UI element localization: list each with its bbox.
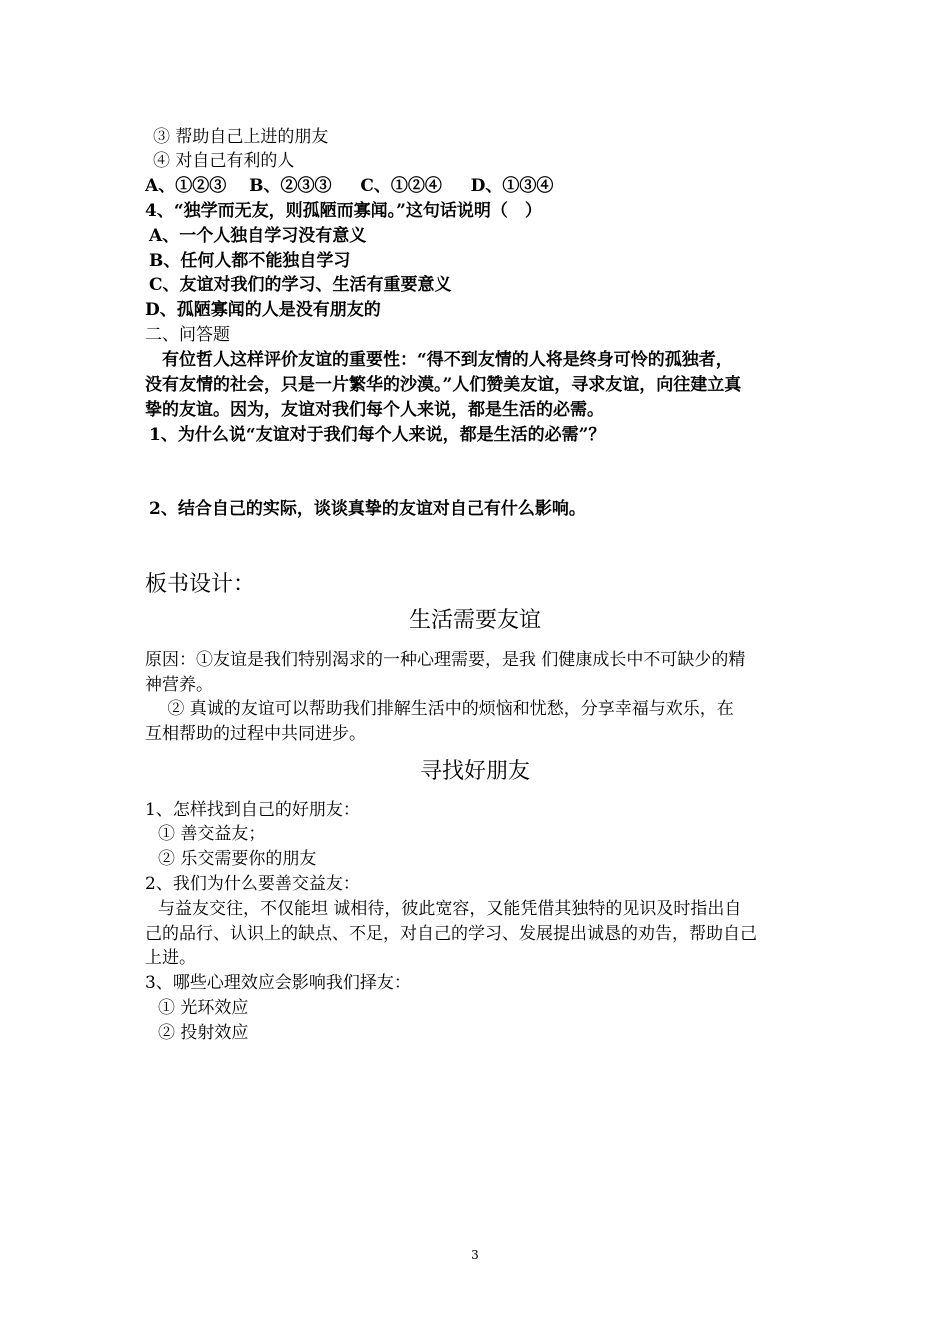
how-item-2: ② 乐交需要你的朋友 bbox=[158, 849, 317, 869]
q4-option-d: D、孤陋寡闻的人是没有朋友的 bbox=[145, 300, 381, 320]
essay-question-1: 1、为什么说“友谊对于我们每个人来说，都是生活的必需”？ bbox=[149, 425, 606, 445]
essay-passage-line-3: 挚的友谊。因为，友谊对我们每个人来说，都是生活的必需。 bbox=[145, 400, 604, 420]
q3-option-4: ④ 对自己有利的人 bbox=[153, 151, 295, 171]
reason-line-4: 互相帮助的过程中共同进步。 bbox=[145, 724, 366, 744]
board-title: 板书设计： bbox=[145, 572, 256, 597]
how-title: 1、怎样找到自己的好朋友： bbox=[145, 800, 360, 820]
why-line-1: 与益友交往，不仅能坦 诚相待，彼此宽容，又能凭借其独特的见识及时指出自 bbox=[158, 899, 742, 919]
q4-question: 4、“独学而无友，则孤陋而寡闻。”这句话说明（ ） bbox=[145, 201, 542, 221]
why-title: 2、我们为什么要善交益友： bbox=[145, 874, 360, 894]
how-item-1: ① 善交益友； bbox=[158, 824, 266, 844]
q4-option-b: B、任何人都不能独自学习 bbox=[149, 251, 351, 271]
section-title-find-good-friends: 寻找好朋友 bbox=[419, 759, 530, 784]
effect-item-1: ① 光环效应 bbox=[158, 998, 249, 1018]
why-line-2: 己的品行、认识上的缺点、不足，对自己的学习、发展提出诚恳的劝告，帮助自己 bbox=[145, 924, 757, 944]
essay-passage-line-1: 有位哲人这样评价友谊的重要性：“得不到友情的人将是终身可怜的孤独者， bbox=[145, 350, 733, 370]
essay-section-title: 二、问答题 bbox=[145, 325, 230, 345]
q4-option-c: C、友谊对我们的学习、生活有重要意义 bbox=[149, 275, 452, 295]
effect-item-2: ② 投射效应 bbox=[158, 1023, 249, 1043]
section-title-life-needs-friendship: 生活需要友谊 bbox=[408, 608, 541, 633]
q4-option-a: A、一个人独自学习没有意义 bbox=[149, 226, 367, 246]
q3-choices: A、①②③ B、②③③ C、①②④ D、①③④ bbox=[145, 176, 554, 196]
reason-line-3: ② 真诚的友谊可以帮助我们排解生活中的烦恼和忧愁，分享幸福与欢乐，在 bbox=[145, 699, 734, 719]
effect-title: 3、哪些心理效应会影响我们择友： bbox=[145, 973, 411, 993]
reason-line-1: 原因：①友谊是我们特别渴求的一种心理需要，是我 们健康成长中不可缺少的精 bbox=[145, 650, 746, 670]
essay-question-2: 2、结合自己的实际，谈谈真挚的友谊对自己有什么影响。 bbox=[149, 499, 586, 519]
page-number: 3 bbox=[471, 1248, 479, 1262]
essay-passage-line-2: 没有友情的社会，只是一片繁华的沙漠。”人们赞美友谊，寻求友谊，向往建立真 bbox=[145, 375, 742, 395]
reason-line-2: 神营养。 bbox=[145, 675, 213, 695]
why-line-3: 上进。 bbox=[145, 948, 196, 968]
q3-option-3: ③ 帮助自己上进的朋友 bbox=[153, 127, 329, 147]
